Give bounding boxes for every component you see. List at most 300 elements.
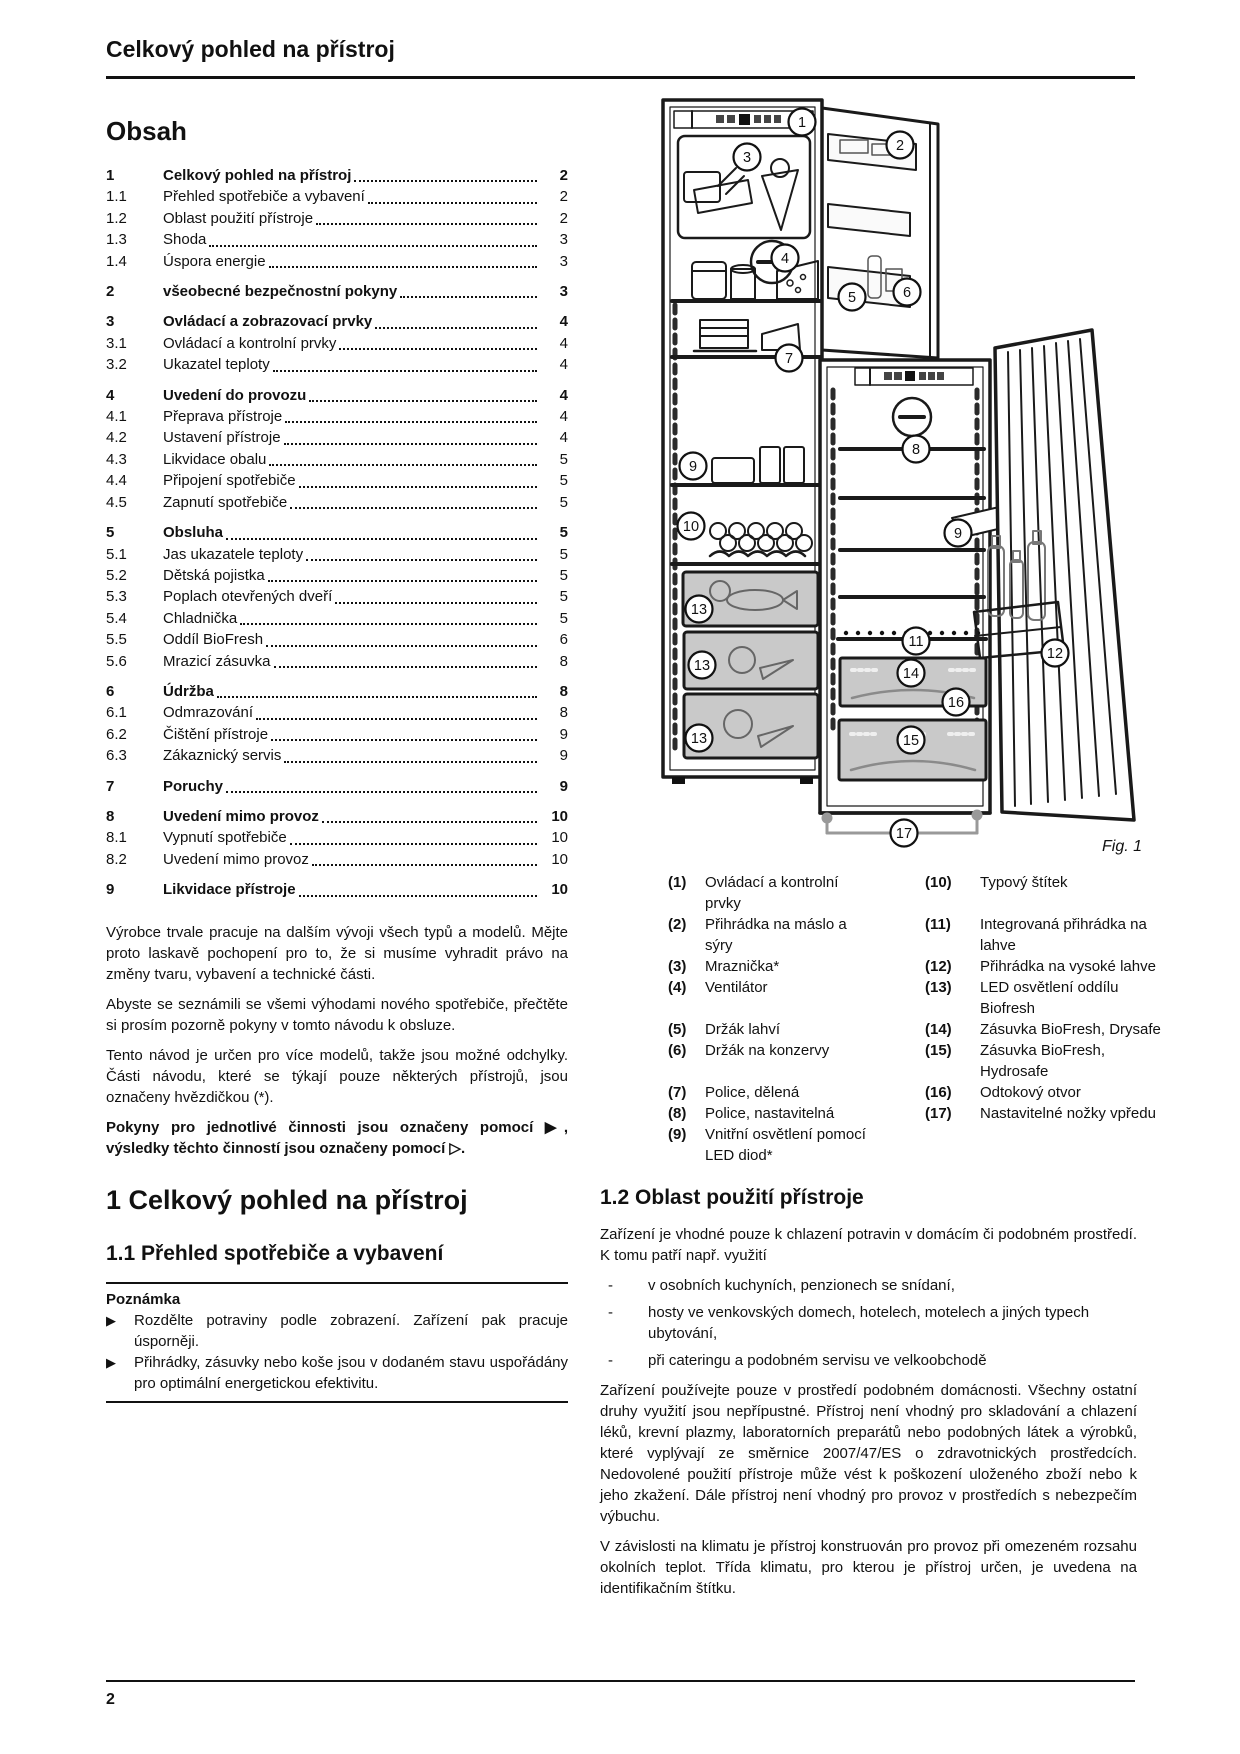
toc-entry-number: 2 bbox=[106, 283, 115, 301]
toc-entry-label: Oblast použití přístroje bbox=[163, 209, 314, 227]
legend-item-number: (4) bbox=[668, 979, 687, 996]
right-door bbox=[974, 330, 1134, 820]
legend-row bbox=[668, 1103, 1156, 1124]
legend-item bbox=[925, 956, 1170, 977]
usage-list-text: při cateringu a podobném servisu ve velkoobchodě bbox=[648, 1352, 987, 1369]
legend-item-label: Typový štítek bbox=[980, 874, 1068, 891]
toc-entry-page: 4 bbox=[559, 429, 568, 447]
toc-leader-dots bbox=[335, 602, 537, 604]
section-1-2-body bbox=[600, 1224, 1137, 1599]
instruction-symbols-note: Pokyny pro jednotlivé činnosti jsou označeny pomocí ▶, výsledky těchto činností jsou označeny pomocí ▷. bbox=[106, 1118, 568, 1157]
figure-callout-9 bbox=[680, 453, 707, 480]
svg-text:17: 17 bbox=[895, 826, 913, 842]
toc-entry-label: Poruchy bbox=[163, 777, 224, 795]
toc-entry bbox=[106, 251, 568, 272]
toc-entry-label: Údržba bbox=[163, 682, 214, 700]
page-title: Celkový pohled na přístroj bbox=[106, 36, 395, 62]
header-rule bbox=[106, 76, 1135, 79]
toc-leader-dots bbox=[375, 327, 537, 329]
toc-entry-label: Zákaznický servis bbox=[163, 747, 282, 765]
legend-item-number: (9) bbox=[668, 1126, 687, 1143]
toc-entry bbox=[106, 776, 568, 797]
note-bullet-text: Přihrádky, zásuvky nebo koše jsou v dodaném stavu uspořádány pro optimální energetickou efektivitu. bbox=[134, 1353, 568, 1392]
svg-text:1: 1 bbox=[797, 115, 807, 131]
legend-item bbox=[668, 1040, 925, 1082]
toc-entry-label: Ukazatel teploty bbox=[163, 356, 270, 374]
toc-entry bbox=[106, 806, 568, 827]
toc-entry-number: 8 bbox=[106, 807, 115, 825]
figure-callout-15 bbox=[898, 727, 925, 754]
figure-callout-3 bbox=[734, 144, 761, 171]
figure-callout-13 bbox=[686, 725, 713, 752]
toc-leader-dots bbox=[299, 486, 537, 488]
toc-entry bbox=[106, 608, 568, 629]
toc-entry-page: 9 bbox=[559, 777, 568, 795]
page-footer bbox=[106, 1680, 1135, 1709]
toc-entry bbox=[106, 745, 568, 766]
toc-entry bbox=[106, 827, 568, 848]
svg-text:13: 13 bbox=[693, 658, 711, 674]
legend-row bbox=[668, 956, 1156, 977]
legend-item bbox=[668, 1019, 925, 1040]
toc-entry bbox=[106, 427, 568, 448]
dash-icon: - bbox=[608, 1277, 613, 1294]
toc-leader-dots bbox=[226, 538, 537, 540]
toc-leader-dots bbox=[271, 739, 537, 741]
note-bottom-rule bbox=[106, 1401, 568, 1403]
toc-leader-dots bbox=[256, 718, 537, 720]
legend-item bbox=[668, 977, 925, 1019]
toc-entry bbox=[106, 186, 568, 207]
toc-entry-page: 6 bbox=[559, 631, 568, 649]
legend-item bbox=[925, 1082, 1170, 1103]
toc-entry-label: Likvidace obalu bbox=[163, 450, 267, 468]
legend-row bbox=[668, 1019, 1161, 1040]
figure-callout-7 bbox=[776, 345, 803, 372]
toc-entry-number: 4.3 bbox=[106, 450, 127, 468]
figure-callout-9 bbox=[945, 520, 972, 547]
toc-leader-dots bbox=[284, 443, 537, 445]
legend-item-label: Ventilátor bbox=[705, 979, 768, 996]
intro-paragraphs bbox=[106, 922, 568, 1108]
note-list bbox=[106, 1310, 568, 1394]
paragraph: Abyste se seznámili se všemi výhodami nového spotřebiče, přečtěte si prosím pozorně pokyny v tomto návodu k obsluze. bbox=[106, 995, 568, 1034]
section-1-2-heading: 1.2 Oblast použití přístroje bbox=[600, 1186, 864, 1209]
toc-entry-label: Ovládací a zobrazovací prvky bbox=[163, 313, 373, 331]
toc-entry-page: 9 bbox=[559, 725, 568, 743]
toc-entry-label: Celkový pohled na přístroj bbox=[163, 167, 352, 184]
toc-entry-label: Úspora energie bbox=[163, 252, 266, 270]
svg-text:13: 13 bbox=[690, 731, 708, 747]
legend-item-label: Zásuvka BioFresh, Hydrosafe bbox=[980, 1042, 1106, 1080]
toc-entry-number: 8.1 bbox=[106, 829, 127, 847]
legend-item-label: Odtokový otvor bbox=[980, 1084, 1081, 1101]
legend-item-number: (16) bbox=[925, 1084, 952, 1101]
section-1-1-heading: 1.1 Přehled spotřebiče a vybavení bbox=[106, 1241, 444, 1265]
note-bullet-text: Rozdělte potraviny podle zobrazení. Zařízení pak pracuje úsporněji. bbox=[134, 1311, 568, 1350]
toc-entry bbox=[106, 565, 568, 586]
toc-entry-number: 5.3 bbox=[106, 588, 127, 606]
svg-text:7: 7 bbox=[784, 351, 794, 367]
toc-entry bbox=[106, 229, 568, 250]
toc-entry-page: 3 bbox=[559, 231, 568, 249]
svg-text:9: 9 bbox=[688, 459, 698, 475]
toc-entry-number: 3.1 bbox=[106, 334, 127, 352]
svg-text:10: 10 bbox=[682, 519, 700, 535]
toc-entry-number: 1.4 bbox=[106, 252, 127, 270]
toc-entry-page: 2 bbox=[559, 188, 568, 206]
toc-entry bbox=[106, 544, 568, 565]
legend-item-number: (8) bbox=[668, 1105, 687, 1122]
toc-entry-page: 3 bbox=[559, 283, 568, 301]
toc-entry-number: 4.1 bbox=[106, 408, 127, 426]
toc-entry bbox=[106, 522, 568, 543]
toc-entry-label: Vypnutí spotřebiče bbox=[163, 829, 287, 847]
usage-list bbox=[600, 1275, 1137, 1371]
toc-entry-page: 5 bbox=[559, 450, 568, 468]
toc-leader-dots bbox=[226, 791, 537, 793]
page-header bbox=[106, 36, 1135, 79]
dash-icon: - bbox=[608, 1304, 613, 1321]
toc-leader-dots bbox=[339, 348, 537, 350]
legend-item-number: (3) bbox=[668, 958, 687, 975]
toc-entry-page: 8 bbox=[559, 704, 568, 722]
figure-callout-12 bbox=[1042, 640, 1069, 667]
legend-row bbox=[668, 1082, 1137, 1103]
figure-callout-14 bbox=[898, 660, 925, 687]
legend-item-number: (1) bbox=[668, 874, 687, 891]
figure-callout-8 bbox=[903, 436, 930, 463]
toc-leader-dots bbox=[306, 559, 537, 561]
toc-leader-dots bbox=[322, 821, 537, 823]
legend-item-number: (7) bbox=[668, 1084, 687, 1101]
toc-entry bbox=[106, 586, 568, 607]
legend-row bbox=[668, 872, 1137, 914]
toc-entry bbox=[106, 208, 568, 229]
toc-leader-dots bbox=[274, 666, 537, 668]
toc-entry-page: 2 bbox=[559, 209, 568, 227]
toc-entry-number: 1.2 bbox=[106, 209, 127, 227]
note-top-rule bbox=[106, 1282, 568, 1284]
paragraph: Výrobce trvale pracuje na dalším vývoji všech typů a modelů. Mějte proto laskavě pochopení pro to, že si musíme vyhradit právo na změny tvaru, vybavení a technické části. bbox=[106, 923, 568, 983]
toc-entry-label: Chladnička bbox=[163, 609, 238, 627]
svg-text:13: 13 bbox=[690, 602, 708, 618]
note-title: Poznámka bbox=[106, 1290, 181, 1308]
toc-entry-label: Přehled spotřebiče a vybavení bbox=[163, 188, 365, 206]
toc-leader-dots bbox=[354, 180, 537, 182]
toc-leader-dots bbox=[273, 370, 537, 372]
figure-callout-10 bbox=[678, 513, 705, 540]
toc-entry-number: 5.2 bbox=[106, 566, 127, 584]
figure-callout-2 bbox=[887, 132, 914, 159]
toc-entry-page: 5 bbox=[559, 588, 568, 606]
usage-list-text: v osobních kuchyních, penzionech se snídaní, bbox=[648, 1277, 955, 1294]
toc-entry-page: 2 bbox=[559, 167, 568, 184]
svg-text:8: 8 bbox=[911, 442, 921, 458]
toc-entry-number: 4.2 bbox=[106, 429, 127, 447]
legend-row bbox=[668, 977, 1137, 1019]
legend-item bbox=[925, 914, 1170, 956]
toc-leader-dots bbox=[285, 421, 537, 423]
toc-leader-dots bbox=[217, 696, 537, 698]
dash-icon: - bbox=[608, 1352, 613, 1369]
toc-entry-page: 8 bbox=[559, 682, 568, 700]
action-arrow-icon: ▶ bbox=[106, 1312, 116, 1328]
toc-entry bbox=[106, 492, 568, 513]
toc-entry-label: Ovládací a kontrolní prvky bbox=[163, 334, 337, 352]
toc-entry-number: 6 bbox=[106, 682, 115, 700]
svg-text:5: 5 bbox=[847, 290, 857, 306]
legend-item-number: (14) bbox=[925, 1021, 952, 1038]
figure-callout-5 bbox=[839, 284, 866, 311]
toc-entry-label: Mrazicí zásuvka bbox=[163, 652, 271, 670]
figure-callout-1 bbox=[789, 109, 816, 136]
toc-entry-number: 6.2 bbox=[106, 725, 127, 743]
right-column bbox=[600, 90, 1161, 1608]
toc-entry-page: 5 bbox=[559, 472, 568, 490]
svg-text:4: 4 bbox=[780, 251, 790, 267]
toc-entry-number: 1.3 bbox=[106, 231, 127, 249]
note-bullet bbox=[106, 1310, 568, 1352]
toc-leader-dots bbox=[209, 245, 537, 247]
toc-entry-page: 4 bbox=[559, 313, 568, 331]
toc-entry-page: 9 bbox=[559, 747, 568, 765]
note-bullet bbox=[106, 1352, 568, 1394]
toc-leader-dots bbox=[368, 202, 537, 204]
figure-callout-16 bbox=[943, 689, 970, 716]
toc-entry-label: Uvedení mimo provoz bbox=[163, 807, 319, 825]
svg-text:16: 16 bbox=[947, 695, 965, 711]
toc-entry-number: 7 bbox=[106, 777, 115, 795]
figure-callout-13 bbox=[689, 652, 716, 679]
toc-entry bbox=[106, 879, 568, 900]
toc-entry-page: 4 bbox=[559, 386, 568, 404]
toc-entry-page: 8 bbox=[559, 652, 568, 670]
toc-entry bbox=[106, 449, 568, 470]
toc-leader-dots bbox=[266, 645, 537, 647]
toc-leader-dots bbox=[312, 864, 537, 866]
toc-entry bbox=[106, 629, 568, 650]
toc-leader-dots bbox=[316, 223, 537, 225]
legend-item bbox=[668, 914, 925, 956]
legend-item-label: Mraznička* bbox=[705, 958, 780, 975]
toc-entry bbox=[106, 849, 568, 870]
left-column bbox=[106, 108, 568, 1403]
toc-entry-page: 10 bbox=[551, 807, 568, 825]
toc-entry-label: Připojení spotřebiče bbox=[163, 472, 296, 490]
figure-callout-13 bbox=[686, 596, 713, 623]
legend-item-number: (5) bbox=[668, 1021, 687, 1038]
toc-entry-page: 5 bbox=[559, 545, 568, 563]
paragraph: Zařízení je vhodné pouze k chlazení potravin v domácím či podobném prostředí. K tomu patří např. využití bbox=[600, 1226, 1137, 1264]
legend-item bbox=[925, 1019, 1170, 1040]
toc-entry bbox=[106, 681, 568, 702]
legend-item-label: Police, dělená bbox=[705, 1084, 800, 1101]
toc-entry bbox=[106, 333, 568, 354]
toc-leader-dots bbox=[240, 623, 537, 625]
figure-1 bbox=[600, 90, 1143, 868]
legend-row bbox=[668, 914, 1147, 956]
legend-item bbox=[668, 956, 925, 977]
figure-caption: Fig. 1 bbox=[1102, 838, 1143, 855]
appliance-diagram-svg bbox=[600, 90, 1137, 870]
legend-item-label: Přihrádka na vysoké lahve bbox=[980, 958, 1156, 975]
svg-text:12: 12 bbox=[1046, 646, 1064, 662]
toc-entry-page: 10 bbox=[551, 829, 568, 847]
legend-item-label: Ovládací a kontrolní prvky bbox=[705, 874, 839, 912]
toc-entry-label: Uvedení mimo provoz bbox=[163, 850, 309, 868]
legend-item bbox=[925, 1040, 1170, 1082]
toc-leader-dots bbox=[400, 296, 537, 298]
toc-entry-label: Odmrazování bbox=[163, 704, 254, 722]
toc-entry bbox=[106, 406, 568, 427]
legend-item-label: Vnitřní osvětlení pomocí LED diod* bbox=[705, 1126, 866, 1164]
toc-entry-label: Obsluha bbox=[163, 524, 224, 542]
toc-entry-number: 5.5 bbox=[106, 631, 127, 649]
toc-entry-page: 4 bbox=[559, 408, 568, 426]
toc-entry-page: 5 bbox=[559, 609, 568, 627]
figure-callout-11 bbox=[903, 628, 930, 655]
legend-item-number: (2) bbox=[668, 916, 687, 933]
legend-row bbox=[668, 1040, 1137, 1082]
toc-entry-page: 5 bbox=[559, 493, 568, 511]
toc-entry-number: 4 bbox=[106, 386, 115, 404]
legend-item-label: Nastavitelné nožky vpředu bbox=[980, 1105, 1156, 1122]
legend-item-number: (13) bbox=[925, 979, 952, 996]
toc-entry-label: všeobecné bezpečnostní pokyny bbox=[163, 283, 398, 301]
figure-legend bbox=[668, 872, 1161, 1166]
usage-list-item bbox=[600, 1350, 1137, 1371]
toc-entry-label: Uvedení do provozu bbox=[163, 386, 307, 404]
legend-item bbox=[925, 977, 1170, 1019]
toc-entry-label: Jas ukazatele teploty bbox=[163, 545, 304, 563]
toc-leader-dots bbox=[299, 895, 537, 897]
paragraph: Tento návod je určen pro více modelů, takže jsou možné odchylky. Části návodu, které se týkají pouze některých přístrojů, jsou označeny hvězdičkou (*). bbox=[106, 1046, 568, 1106]
legend-item-label: Držák lahví bbox=[705, 1021, 781, 1038]
legend-item-label: Zásuvka BioFresh, Drysafe bbox=[980, 1021, 1161, 1038]
toc-heading: Obsah bbox=[106, 116, 187, 146]
usage-list-text: hosty ve venkovských domech, hotelech, motelech a jiných typech ubytování, bbox=[648, 1304, 1090, 1342]
toc-entry-number: 9 bbox=[106, 881, 115, 899]
svg-text:14: 14 bbox=[902, 666, 920, 682]
toc-entry-label: Čištění přístroje bbox=[163, 725, 269, 743]
legend-item-label: Přihrádka na máslo a sýry bbox=[705, 916, 847, 954]
toc-entry-number: 1.1 bbox=[106, 188, 127, 206]
toc-entry-number: 4.5 bbox=[106, 493, 127, 511]
section-1-heading: 1 Celkový pohled na přístroj bbox=[106, 1184, 468, 1215]
toc-leader-dots bbox=[268, 580, 537, 582]
toc-entry-number: 6.1 bbox=[106, 704, 127, 722]
toc-entry-label: Dětská pojistka bbox=[163, 566, 265, 584]
toc-entry-page: 4 bbox=[559, 334, 568, 352]
left-cabinet bbox=[663, 100, 822, 784]
legend-item bbox=[925, 872, 1170, 914]
legend-item bbox=[668, 872, 925, 914]
legend-row bbox=[668, 1124, 1137, 1166]
toc-entry-page: 10 bbox=[551, 850, 568, 868]
svg-text:6: 6 bbox=[902, 285, 912, 301]
toc-entry-number: 6.3 bbox=[106, 747, 127, 765]
toc-leader-dots bbox=[290, 843, 537, 845]
toc-entry-label: Oddíl BioFresh bbox=[163, 631, 264, 649]
legend-item-label: Integrovaná přihrádka na lahve bbox=[980, 916, 1147, 954]
toc-entry-page: 4 bbox=[559, 356, 568, 374]
legend-item-number: (17) bbox=[925, 1105, 952, 1122]
toc-entry-page: 10 bbox=[551, 881, 568, 899]
svg-text:3: 3 bbox=[742, 150, 752, 166]
toc-entry bbox=[106, 470, 568, 491]
toc-entry-page: 5 bbox=[559, 566, 568, 584]
svg-text:11: 11 bbox=[908, 634, 924, 650]
toc-entry bbox=[106, 311, 568, 332]
toc-entry-page: 5 bbox=[559, 524, 568, 542]
toc-entry-number: 5.6 bbox=[106, 652, 127, 670]
toc-entry-number: 5.1 bbox=[106, 545, 127, 563]
figure-callout-4 bbox=[772, 245, 799, 272]
toc-entry-number: 8.2 bbox=[106, 850, 127, 868]
toc-entry-label: Poplach otevřených dveří bbox=[163, 588, 333, 606]
toc-entry-number: 3.2 bbox=[106, 356, 127, 374]
toc-entry bbox=[106, 651, 568, 672]
toc-entry-label: Likvidace přístroje bbox=[163, 881, 296, 899]
toc-entry-number: 4.4 bbox=[106, 472, 127, 490]
paragraph: Zařízení používejte pouze v prostředí podobném domácnosti. Všechny ostatní druhy využití jsou nepřípustné. Přístroj není vhodný pro skladování a chlazení léků, krevní plazmy, laboratorních preparátů nebo podobných látek a výrobků, které vyplývají ze směrnice 2007/47/ES o zdravotnických prostředcích. Nedovolené použití přístroje může vést k poškození uloženého zboží nebo k jeho zkažení. Dále přístroj není vhodný pro provoz v prostředích s nebezpečím výbuchu. bbox=[600, 1382, 1137, 1525]
toc-leader-dots bbox=[269, 464, 537, 466]
left-door bbox=[822, 108, 938, 358]
svg-text:2: 2 bbox=[895, 138, 905, 154]
section-1-2-paragraphs bbox=[600, 1380, 1137, 1599]
legend-item-label: LED osvětlení oddílu Biofresh bbox=[980, 979, 1119, 1017]
toc-entry bbox=[106, 165, 568, 186]
toc-entry-number: 3 bbox=[106, 313, 115, 331]
toc-entry-label: Přeprava přístroje bbox=[163, 408, 283, 426]
toc-entry-number: 1 bbox=[106, 167, 115, 184]
paragraph: V závislosti na klimatu je přístroj konstruován pro provoz při omezeném rozsahu okolních teplot. Třída klimatu, pro kterou je přístroj určen, je uvedena na identifikačním štítku. bbox=[600, 1538, 1137, 1597]
toc-entry-label: Ustavení přístroje bbox=[163, 429, 281, 447]
legend-item-number: (15) bbox=[925, 1042, 952, 1059]
legend-item bbox=[668, 1103, 925, 1124]
toc-entry bbox=[106, 281, 568, 302]
legend-item bbox=[668, 1124, 925, 1166]
toc-entry bbox=[106, 724, 568, 745]
toc-entry bbox=[106, 354, 568, 375]
legend-item-number: (6) bbox=[668, 1042, 687, 1059]
toc-leader-dots bbox=[269, 266, 537, 268]
toc-entry-number: 5 bbox=[106, 524, 115, 542]
page-number: 2 bbox=[106, 1691, 115, 1708]
usage-list-item bbox=[600, 1275, 1137, 1296]
svg-text:15: 15 bbox=[902, 733, 920, 749]
legend-item bbox=[925, 1103, 1170, 1124]
legend-item-label: Police, nastavitelná bbox=[705, 1105, 835, 1122]
figure-callout-17 bbox=[891, 820, 918, 847]
usage-list-item bbox=[600, 1302, 1137, 1344]
toc-entry-page: 3 bbox=[559, 252, 568, 270]
toc-leader-dots bbox=[309, 400, 537, 402]
legend-item-number: (11) bbox=[925, 916, 951, 933]
toc-entry bbox=[106, 702, 568, 723]
legend-item-number: (12) bbox=[925, 958, 952, 975]
toc-entry bbox=[106, 385, 568, 406]
toc-leader-dots bbox=[284, 761, 537, 763]
toc-entry-label: Shoda bbox=[163, 231, 207, 249]
legend-item-number: (10) bbox=[925, 874, 952, 891]
toc-entry-label: Zapnutí spotřebiče bbox=[163, 493, 288, 511]
action-arrow-icon: ▶ bbox=[106, 1354, 116, 1370]
legend-item-label: Držák na konzervy bbox=[705, 1042, 830, 1059]
svg-text:9: 9 bbox=[953, 526, 963, 542]
toc-entry-number: 5.4 bbox=[106, 609, 127, 627]
